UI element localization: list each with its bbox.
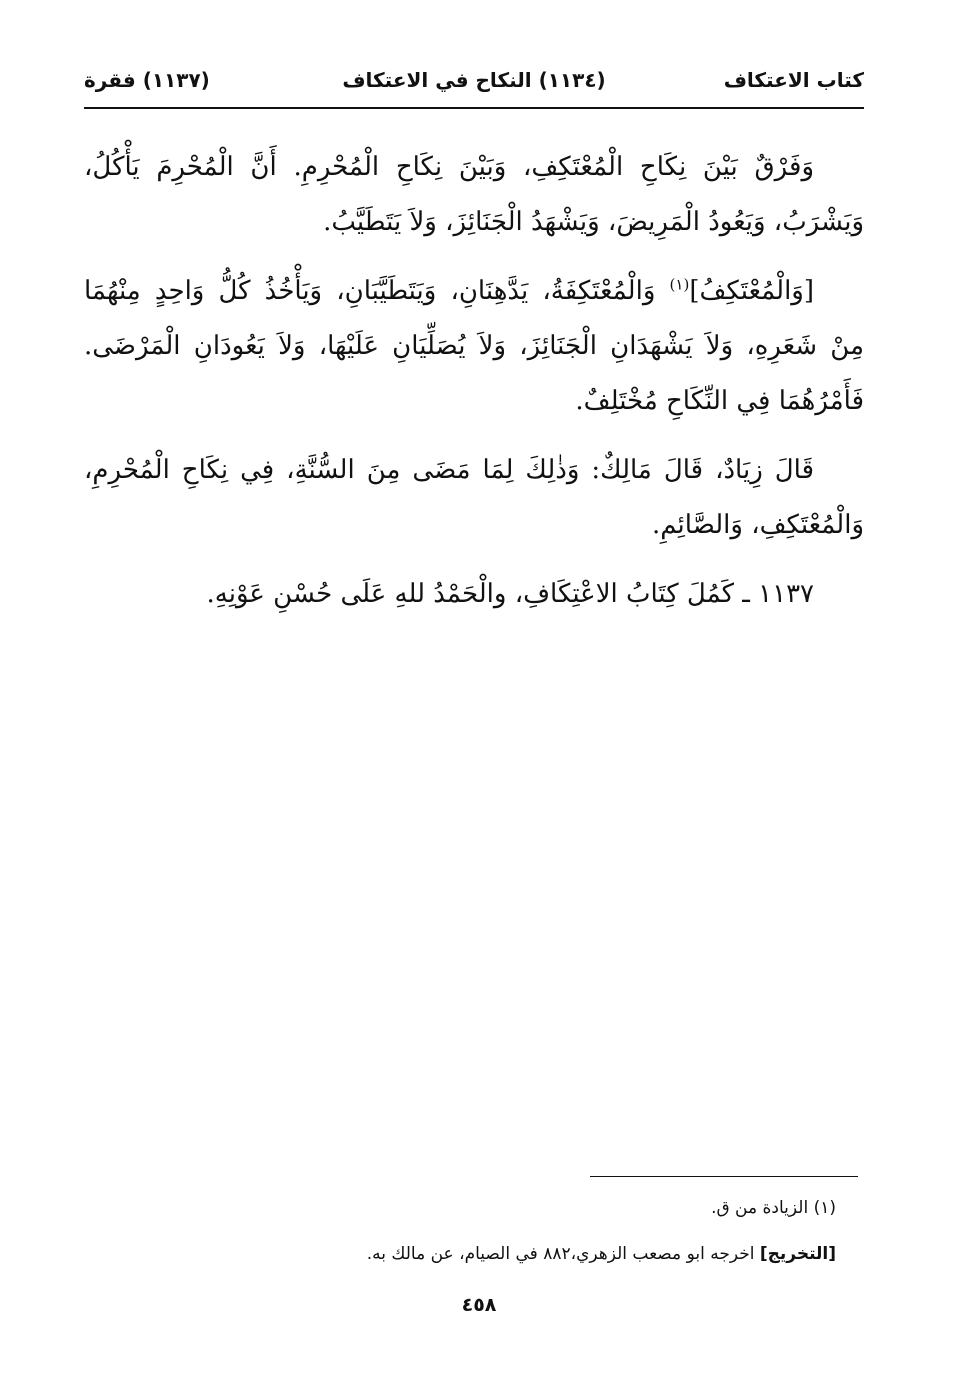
footnote-reference[interactable]: (١) [669,275,690,294]
footnote-1: (١) الزيادة من ق. [711,1198,836,1218]
takhrij-text: اخرجه ابو مصعب الزهري،٨٨٢ في الصيام، عن مالك به. [366,1244,760,1264]
main-text [84,140,864,636]
header-paragraph-number: (١١٣٧) فقرة [84,68,210,92]
paragraph-2-text: وَالْمُعْتَكِفَةُ، يَدَّهِنَانِ، وَيَتَطَيَّبَانِ، وَيَأْخُذُ كُلُّ وَاحِدٍ مِنْهُمَا مِنْ شَعَرِهِ، وَلاَ يَشْهَدَانِ الْجَنَائِزَ، وَلاَ يُصَلِّيَانِ عَلَيْهَا، وَلاَ يَعُودَانِ الْمَرْضَى. فَأَمْرُهُمَا فِي النِّكَاحِ مُخْتَلِفٌ. [84,276,864,416]
running-header [84,64,864,100]
paragraph-4: ١١٣٧ ـ كَمُلَ كِتَابُ الاعْتِكَافِ، والْحَمْدُ للهِ عَلَى حُسْنِ عَوْنِهِ. [206,579,814,609]
paragraph-2 [84,264,864,429]
footnote-divider [590,1176,858,1177]
footnotes [84,1192,836,1284]
page-number: ٤٥٨ [461,1294,497,1316]
header-chapter-title: (١١٣٤) النكاح في الاعتكاف [342,68,606,92]
paragraph-1: وَفَرْقٌ بَيْنَ نِكَاحِ الْمُعْتَكِفِ، وَبَيْنَ نِكَاحِ الْمُحْرِمِ. أَنَّ الْمُحْرِمَ يَأْكُلُ، وَيَشْرَبُ، وَيَعُودُ الْمَرِيضَ، وَيَشْهَدُ الْجَنَائِزَ، وَلاَ يَتَطَيَّبُ. [84,152,864,237]
paragraph-3: قَالَ زِيَادٌ، قَالَ مَالِكٌ: وَذٰلِكَ لِمَا مَضَى مِنَ السُّنَّةِ، فِي نِكَاحِ الْمُحْرِمِ، وَالْمُعْتَكِفِ، وَالصَّائِمِ. [84,455,864,540]
header-divider [84,107,864,109]
header-book-title: كتاب الاعتكاف [723,68,864,92]
bracketed-addition: [وَالْمُعْتَكِفُ] [689,276,814,306]
takhrij-note [84,1238,836,1270]
takhrij-label: [التخريج] [759,1244,836,1264]
